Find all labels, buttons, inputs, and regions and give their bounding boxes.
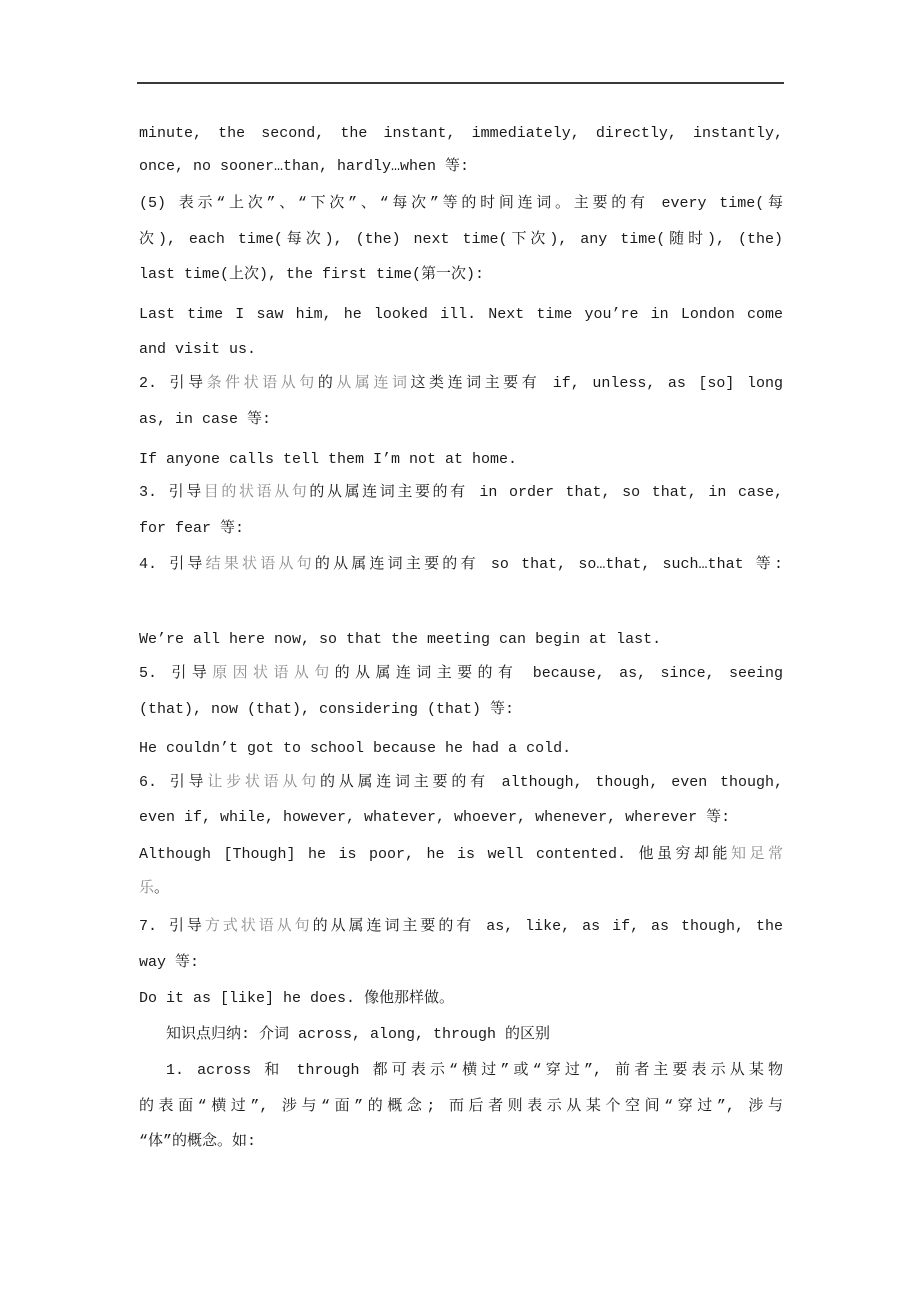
text-run: 6. 引导 bbox=[139, 774, 208, 791]
highlighted-term: 原因状语从句 bbox=[212, 665, 335, 682]
text-line bbox=[139, 124, 783, 144]
text-run: minute, the second, the instant, immediately, directly, instantly, bbox=[139, 125, 783, 142]
text-run: We’re all here now, so that the meeting can begin at last. bbox=[139, 631, 662, 648]
text-line bbox=[139, 879, 783, 899]
text-run: 的从属连词主要的有 in order that, so that, in case, bbox=[309, 484, 783, 501]
text-line bbox=[139, 953, 783, 973]
highlighted-term: 从属连词 bbox=[336, 375, 411, 392]
text-line bbox=[139, 157, 783, 177]
text-run: 2. 引导 bbox=[139, 375, 207, 392]
text-line bbox=[139, 917, 783, 937]
text-run: as, in case 等: bbox=[139, 411, 272, 428]
header-rule bbox=[137, 82, 784, 84]
text-run: Last time I saw him, he looked ill. Next time you’re in London come bbox=[139, 306, 783, 323]
text-line bbox=[139, 374, 783, 394]
text-run: 的从属连词主要的有 although, though, even though, bbox=[319, 774, 783, 791]
text-run: 的表面“横过”, 涉与“面”的概念; 而后者则表示从某个空间“穿过”, 涉与 bbox=[139, 1098, 783, 1115]
text-run: 。 bbox=[154, 880, 170, 897]
text-run: 1. across 和 through 都可表示“横过”或“穿过”, 前者主要表示从某物 bbox=[166, 1062, 783, 1079]
text-line bbox=[139, 845, 783, 865]
text-run: 3. 引导 bbox=[139, 484, 204, 501]
highlighted-term: 方式状语从句 bbox=[204, 918, 313, 935]
highlighted-term: 目的状语从句 bbox=[203, 484, 310, 501]
text-run: for fear 等: bbox=[139, 520, 245, 537]
highlighted-term: 条件状语从句 bbox=[206, 375, 318, 392]
text-run: 4. 引导 bbox=[139, 556, 206, 573]
text-line bbox=[166, 1061, 783, 1081]
text-run: once, no sooner…than, hardly…when 等: bbox=[139, 158, 470, 175]
text-line bbox=[139, 1132, 783, 1152]
text-run: and visit us. bbox=[139, 341, 257, 358]
text-run: 知识点归纳: 介词 across, along, through 的区别 bbox=[166, 1026, 551, 1043]
text-line bbox=[139, 664, 783, 684]
text-line bbox=[139, 773, 783, 793]
highlighted-term: 让步状语从句 bbox=[207, 774, 320, 791]
text-line bbox=[139, 305, 783, 325]
text-run: 次), each time(每次), (the) next time(下次), any time(随时), (the) bbox=[139, 231, 783, 248]
text-line bbox=[139, 555, 783, 575]
text-line bbox=[139, 265, 783, 285]
highlighted-term: 乐 bbox=[139, 880, 155, 897]
text-run: “体”的概念。如: bbox=[139, 1133, 257, 1150]
text-run: 5. 引导 bbox=[139, 665, 213, 682]
text-line bbox=[139, 808, 783, 828]
text-line bbox=[139, 519, 783, 539]
text-run: If anyone calls tell them I’m not at home. bbox=[139, 451, 518, 468]
text-line bbox=[139, 410, 783, 430]
text-line bbox=[139, 630, 783, 650]
text-run: Do it as [like] he does. 像他那样做。 bbox=[139, 990, 455, 1007]
text-run: way 等: bbox=[139, 954, 200, 971]
text-line bbox=[139, 1097, 783, 1117]
text-run: 的 bbox=[317, 375, 337, 392]
text-line bbox=[139, 483, 783, 503]
highlighted-term: 结果状语从句 bbox=[205, 556, 315, 573]
text-run: 的从属连词主要的有 because, as, since, seeing bbox=[334, 665, 783, 682]
text-line bbox=[139, 450, 783, 470]
text-run: Although [Though] he is poor, he is well contented. 他虽穷却能 bbox=[139, 846, 731, 863]
text-line bbox=[139, 739, 783, 759]
text-line bbox=[139, 700, 783, 720]
text-run: 的从属连词主要的有 as, like, as if, as though, the bbox=[312, 918, 783, 935]
text-line bbox=[139, 340, 783, 360]
text-line bbox=[166, 1025, 783, 1045]
text-line bbox=[139, 194, 783, 214]
text-run: 的从属连词主要的有 so that, so…that, such…that 等: bbox=[314, 556, 783, 573]
text-run: 7. 引导 bbox=[139, 918, 205, 935]
text-line bbox=[139, 989, 783, 1009]
text-run: last time(上次), the first time(第一次): bbox=[139, 266, 485, 283]
text-run: (5) 表示“上次”、“下次”、“每次”等的时间连词。主要的有 every time(每 bbox=[139, 195, 783, 212]
text-line bbox=[139, 230, 783, 250]
highlighted-term: 知足常 bbox=[731, 846, 783, 863]
text-run: (that), now (that), considering (that) 等: bbox=[139, 701, 515, 718]
text-run: He couldn’t got to school because he had a cold. bbox=[139, 740, 572, 757]
text-run: 这类连词主要有 if, unless, as [so] long bbox=[410, 375, 783, 392]
text-run: even if, while, however, whatever, whoever, whenever, wherever 等: bbox=[139, 809, 731, 826]
